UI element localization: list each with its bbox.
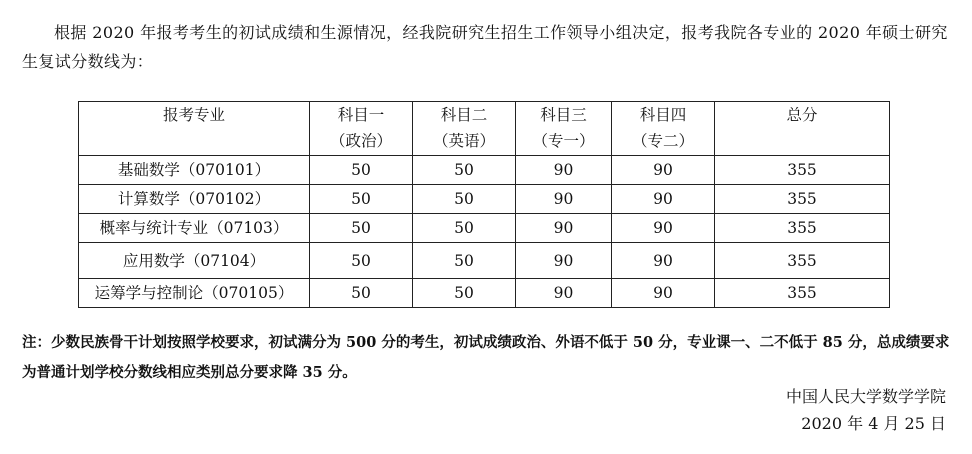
table-row [79, 214, 890, 243]
table-row [79, 185, 890, 214]
score-cell: 50 [310, 214, 413, 243]
score-cell: 90 [516, 156, 612, 185]
score-cell: 50 [310, 243, 413, 279]
intro-paragraph: 根据 2020 年报考考生的初试成绩和生源情况，经我院研究生招生工作领导小组决定，报考我院各专业的 2020 年硕士研究生复试分数线为： [22, 23, 948, 71]
score-cell: 90 [516, 279, 612, 308]
header-total: 总分 [715, 102, 890, 156]
score-cell: 90 [612, 185, 715, 214]
signature-date: 2020 年 4 月 25 日 [801, 414, 946, 433]
score-table [78, 101, 890, 308]
signature-org: 中国人民大学数学学院 [785, 387, 946, 406]
score-cell: 90 [516, 243, 612, 279]
total-cell: 355 [715, 185, 890, 214]
total-cell: 355 [715, 243, 890, 279]
major-cell: 基础数学（070101） [79, 156, 310, 185]
score-cell: 50 [310, 279, 413, 308]
score-cell: 90 [612, 243, 715, 279]
major-cell: 运筹学与控制论（070105） [79, 279, 310, 308]
score-cell: 90 [612, 214, 715, 243]
score-cell: 90 [612, 156, 715, 185]
score-cell: 50 [413, 279, 516, 308]
score-cell: 50 [413, 185, 516, 214]
score-cell: 90 [516, 185, 612, 214]
header-subject-2: 科目二 （英语） [413, 102, 516, 156]
table-row [79, 279, 890, 308]
major-cell: 概率与统计专业（07103） [79, 214, 310, 243]
score-cell: 50 [310, 156, 413, 185]
major-cell: 计算数学（070102） [79, 185, 310, 214]
note-paragraph: 注：少数民族骨干计划按照学校要求，初试满分为 500 分的考生，初试成绩政治、外语不低于 50 分，专业课一、二不低于 85 分，总成绩要求为普通计划学校分数线相应类别总分要求降 35 分。 [22, 334, 950, 381]
major-cell: 应用数学（07104） [79, 243, 310, 279]
header-subject-1: 科目一 （政治） [310, 102, 413, 156]
score-cell: 50 [413, 214, 516, 243]
score-cell: 90 [612, 279, 715, 308]
table-row [79, 243, 890, 279]
table-row [79, 156, 890, 185]
score-cell: 50 [413, 156, 516, 185]
total-cell: 355 [715, 156, 890, 185]
score-cell: 90 [516, 214, 612, 243]
score-cell: 50 [413, 243, 516, 279]
table-header-row [79, 102, 890, 156]
total-cell: 355 [715, 214, 890, 243]
score-cell: 50 [310, 185, 413, 214]
total-cell: 355 [715, 279, 890, 308]
header-subject-4: 科目四 （专二） [612, 102, 715, 156]
header-subject-3: 科目三 （专一） [516, 102, 612, 156]
header-major: 报考专业 [79, 102, 310, 156]
